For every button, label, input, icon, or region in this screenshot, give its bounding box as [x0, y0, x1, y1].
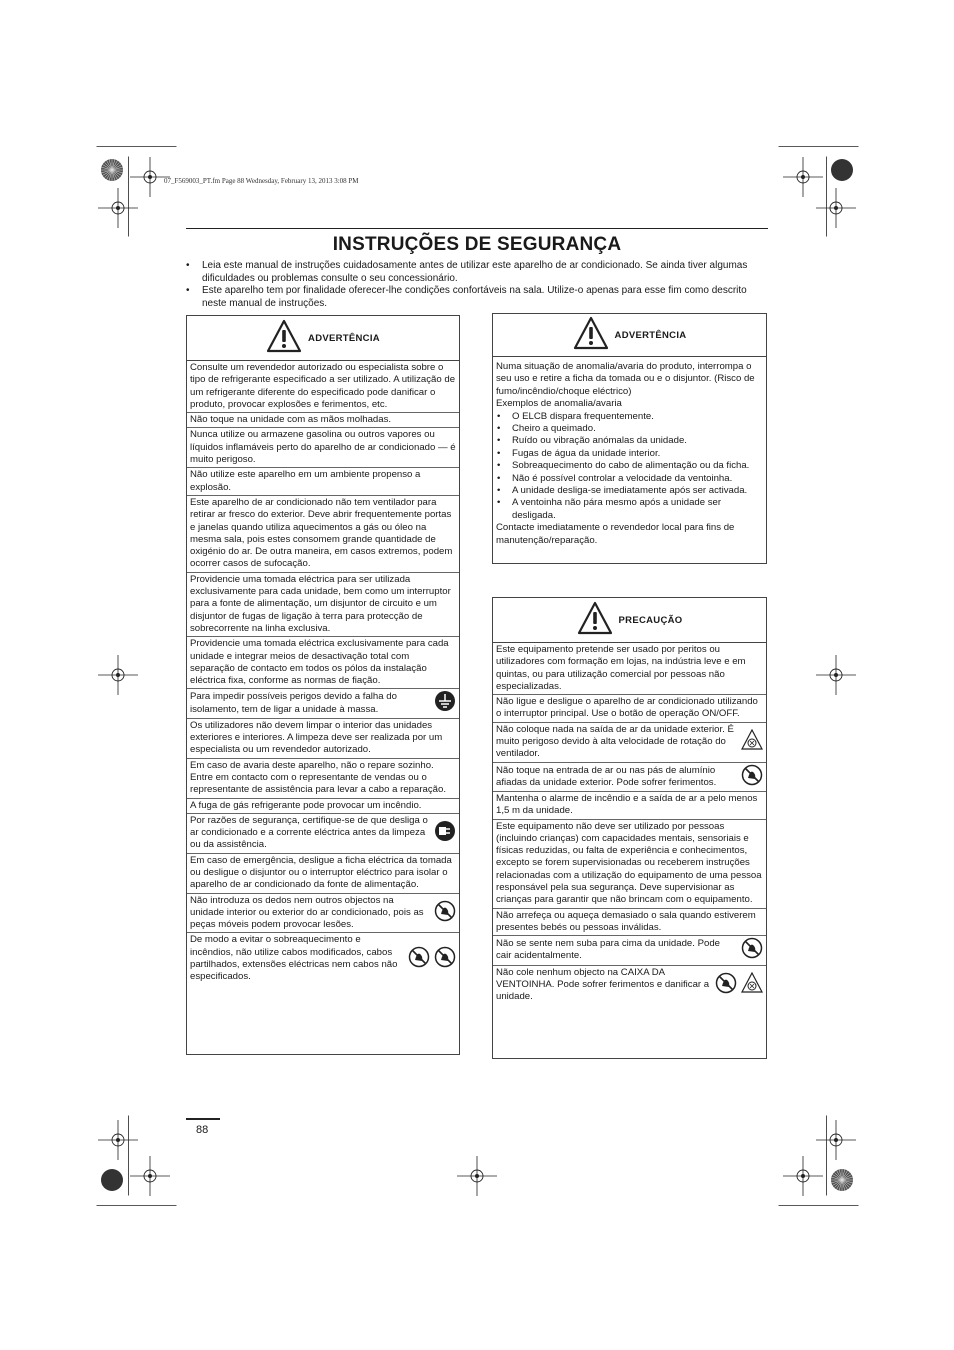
safety-row [187, 496, 459, 573]
trim-mark [128, 156, 131, 238]
header-rule [186, 228, 768, 229]
anomaly-content [493, 357, 766, 551]
safety-row [493, 792, 766, 820]
safety-row [187, 894, 459, 934]
safety-row [187, 573, 459, 637]
safety-row [493, 643, 766, 695]
safety-row [187, 933, 459, 984]
file-slug: 07_F569003_PT.fm Page 88 Wednesday, February 13, 2013 3:08 PM [164, 177, 359, 185]
safety-row [187, 759, 459, 799]
safety-row-text: A fuga de gás refrigerante pode provocar um incêndio. [190, 799, 422, 811]
safety-row [493, 909, 766, 937]
safety-row [493, 695, 766, 723]
safety-row [187, 689, 459, 718]
warning-box-right [492, 313, 767, 564]
warning-triangle-icon [573, 316, 609, 355]
fan-hazard-icon [741, 729, 763, 755]
no-fingers-icon [715, 972, 737, 998]
anomaly-item: • A unidade desliga-se imediatamente após ser activada. [496, 485, 763, 497]
safety-row [493, 763, 766, 792]
page-number-rule [186, 1118, 220, 1120]
safety-row-text: Não coloque nada na saída de ar da unidade exterior. É muito perigoso devido à alta velocidade de rotação do ventilador. [496, 723, 734, 760]
row-icons [434, 820, 456, 846]
color-target-mark [100, 158, 124, 182]
safety-row [187, 428, 459, 468]
safety-row-text: Os utilizadores não devem limpar o interior das unidades exteriores e interiores. A limpeza deve ser realizada por um especialista ou um revendedor autorizado. [190, 719, 443, 756]
unplug-icon [434, 820, 456, 846]
safety-row [187, 468, 459, 496]
warning-header [493, 314, 766, 357]
row-icons [741, 729, 763, 755]
safety-row-text: Para impedir possíveis perigos devido a falha do isolamento, tem de ligar a unidade à massa. [190, 691, 397, 715]
caution-header [493, 598, 766, 643]
safety-row [493, 723, 766, 763]
fan-hazard-icon [741, 972, 763, 998]
safety-row [493, 936, 766, 965]
anomaly-item: • A ventoinha não pára mesmo após a unidade ser desligada. [496, 497, 763, 522]
safety-row-text: Mantenha o alarme de incêndio e a saída de ar a pelo menos 1,5 m da unidade. [496, 792, 758, 817]
crosshair-mark [98, 655, 138, 695]
crosshair-mark [783, 1156, 823, 1196]
safety-row-text: Não cole nenhum objecto na CAIXA DA VENTOINHA. Pode sofrer ferimentos e danificar a unidade. [496, 966, 710, 1003]
safety-row-text: Este equipamento não deve ser utilizado por pessoas (incluindo crianças) com capacidades mentais, sensoriais e físicas reduzidas, ou falta de experiência e conhecimentos, excepto se forem supervisionadas ou receberem instruções relacionadas com a utilização do equipamento de uma pessoa responsável pela sua segurança. Deve supervisionar as crianças para garantir que não brincam com o equipamento. [496, 820, 762, 906]
safety-row-text: Não utilize este aparelho em um ambiente propenso a explosão. [190, 469, 421, 493]
crosshair-mark [130, 1156, 170, 1196]
trim-mark [96, 146, 178, 149]
safety-row-text: Providencie uma tomada eléctrica exclusivamente para cada unidade e integrar meios de desactivação total com separação de contacto em todos os pólos da instalação eléctrica fixa, conforme as normas de fiação. [190, 638, 449, 687]
intro-item: • Leia este manual de instruções cuidadosamente antes de utilizar este aparelho de ar condicionado. Se ainda tiver algumas dificuldades ou problemas consulte o seu concessionário. [186, 260, 758, 285]
safety-row [187, 814, 459, 854]
safety-row [187, 854, 459, 894]
warning-header-label: ADVERTÊNCIA [614, 329, 687, 341]
intro-item: • Este aparelho tem por finalidade oferecer-lhe condições confortáveis na sala. Utilize-o apenas para esse fim como descrito neste manual de instruções. [186, 285, 758, 310]
safety-row-text: Em caso de avaria deste aparelho, não o repare sozinho. Entre em contacto com o representante de vendas ou o representante de assistência para levar a cabo a reparação. [190, 759, 446, 796]
anomaly-item: • Sobreaquecimento do cabo de alimentação ou da ficha. [496, 460, 763, 472]
row-icons [715, 972, 763, 998]
safety-row [493, 820, 766, 909]
trim-mark [826, 1115, 829, 1197]
safety-row-text: Este equipamento pretende ser usado por peritos ou utilizadores com formação em lojas, na indústria leve e em quintas, ou para utilização comercial por pessoas não especializadas. [496, 644, 746, 692]
safety-row-text: Não toque na entrada de ar ou nas pás de alumínio afiadas da unidade exterior. Pode sofrer ferimentos. [496, 764, 717, 788]
crosshair-mark [816, 188, 856, 228]
no-touch-icon [741, 764, 763, 790]
safety-row-text: Consulte um revendedor autorizado ou especialista sobre o tipo de refrigerante especificado a ser utilizado. A utilização de um refrigerante diferente do especificado pode danificar o produto, provocar explosões e ferimentos, etc. [190, 362, 456, 410]
safety-row [187, 361, 459, 413]
crosshair-mark [457, 1156, 497, 1196]
safety-row-text: Este aparelho de ar condicionado não tem ventilador para retirar ar fresco do exterior. Deve abrir frequentemente portas e janelas quando utiliza aquecimentos a gás ou óleo na mesma sala, pois estes consomem grande quantidade de oxigénio do ar. De outra maneira, em casos extremos, podem ocorrer casos de sufocação. [190, 496, 453, 570]
crosshair-mark [816, 1120, 856, 1160]
caution-header-label: PRECAUÇÃO [618, 614, 683, 626]
safety-row-text: Providencie uma tomada eléctrica para ser utilizada exclusivamente para cada unidade, bem como um interruptor para a fonte de alimentação, um disjuntor de circuito e um disjuntor de fugas de ligação à terra para protecção de sobrecorrente na linha exclusiva. [190, 573, 451, 634]
intro-list [186, 260, 758, 310]
warning-rows [187, 361, 459, 985]
no-climb-icon [741, 937, 763, 963]
safety-row-text: Nunca utilize ou armazene gasolina ou outros vapores ou líquidos inflamáveis perto do aparelho de ar condicionado — é muito perigoso. [190, 429, 456, 466]
safety-row [187, 799, 459, 814]
anomaly-intro: Numa situação de anomalia/avaria do produto, interrompa o seu uso e retire a ficha da tomada ou e o disjuntor. (Risco de fumo/incêndio/choque eléctrico) [496, 361, 755, 397]
anomaly-item: • O ELCB dispara frequentemente. [496, 411, 763, 423]
anomaly-item: • Fugas de água da unidade interior. [496, 448, 763, 460]
safety-row-text: Não introduza os dedos nem outros objectos na unidade interior ou exterior do ar condicionado, pois as peças móveis podem provocar lesões. [190, 894, 424, 931]
safety-row-text: Em caso de emergência, desligue a ficha eléctrica da tomada ou desligue o disjuntor ou o interruptor eléctrico para isolar o aparelho de ar condicionado da fonte de alimentação. [190, 854, 452, 891]
trim-mark [96, 1205, 178, 1208]
safety-row-text: Não se sente nem suba para cima da unidade. Pode cair acidentalmente. [496, 938, 721, 962]
caution-rows [493, 643, 766, 1004]
row-icons [434, 900, 456, 926]
warning-header [187, 316, 459, 361]
color-target-mark [830, 1168, 854, 1192]
trim-mark [778, 1205, 860, 1208]
safety-row [187, 719, 459, 759]
caution-box [492, 597, 767, 1059]
page-number: 88 [196, 1124, 209, 1136]
row-icons [741, 937, 763, 963]
trim-mark [778, 146, 860, 149]
crosshair-mark [816, 655, 856, 695]
safety-row-text: Por razões de segurança, certifique-se de que desliga o ar condicionado e a corrente eléctrica antes da limpeza ou da assistência. [190, 814, 428, 851]
safety-row-text: Não toque na unidade com as mãos molhadas. [190, 414, 392, 426]
anomaly-item: • Não é possível controlar a velocidade da ventoinha. [496, 473, 763, 485]
crosshair-mark [98, 188, 138, 228]
anomaly-item: • Ruído ou vibração anómalas da unidade. [496, 435, 763, 447]
row-icons [434, 690, 456, 716]
safety-row-text: De modo a evitar o sobreaquecimento e incêndios, não utilize cabos modificados, cabos partilhados, extensões eléctricas nem cabos não especificados. [190, 934, 398, 983]
no-modified-cable-icon [408, 946, 430, 972]
row-icons [741, 764, 763, 790]
anomaly-list [496, 411, 763, 523]
no-fingers-icon [434, 900, 456, 926]
row-icons [408, 946, 456, 972]
warning-triangle-icon [266, 319, 302, 358]
anomaly-item: • Cheiro a queimado. [496, 423, 763, 435]
ground-icon [434, 690, 456, 716]
color-target-mark [100, 1168, 124, 1192]
anomaly-examples-label: Exemplos de anomalia/avaria [496, 398, 622, 410]
warning-header-label: ADVERTÊNCIA [308, 332, 380, 344]
safety-row-text: Não ligue e desligue o aparelho de ar condicionado utilizando o interruptor principal. Use o botão de operação ON/OFF. [496, 696, 758, 720]
crosshair-mark [98, 1120, 138, 1160]
page-title: INSTRUÇÕES DE SEGURANÇA [332, 234, 622, 255]
safety-row-text: Não arrefeça ou aqueça demasiado o sala quando estiverem presentes bebés ou pessoas inválidas. [496, 909, 756, 933]
safety-row [187, 413, 459, 428]
color-target-mark [830, 158, 854, 182]
no-extension-cable-icon [434, 946, 456, 972]
trim-mark [826, 156, 829, 238]
safety-row [493, 966, 766, 1005]
anomaly-footer: Contacte imediatamente o revendedor local para fins de manutenção/reparação. [496, 522, 735, 546]
warning-box-left [186, 315, 460, 1055]
caution-triangle-icon [577, 601, 613, 640]
safety-row [187, 637, 459, 689]
trim-mark [128, 1115, 131, 1197]
